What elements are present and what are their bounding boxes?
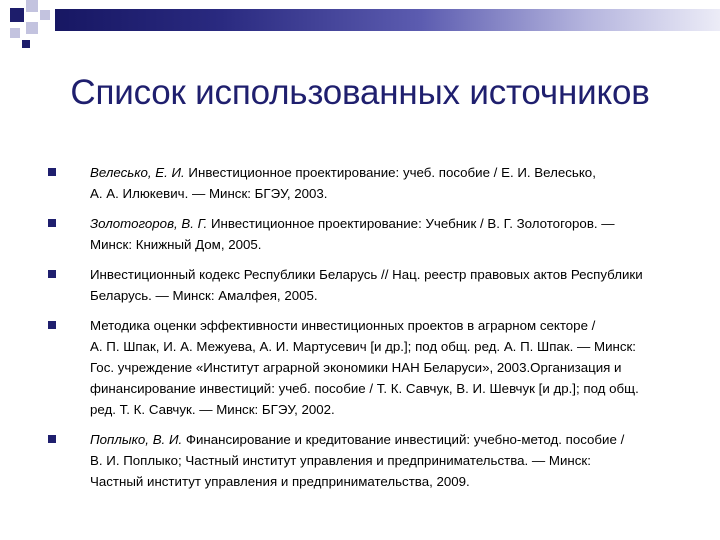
reference-item bbox=[48, 429, 688, 492]
reference-line-text: Частный институт управления и предпринимательства, 2009. bbox=[90, 474, 470, 489]
reference-item bbox=[48, 213, 688, 255]
reference-text bbox=[90, 213, 688, 255]
reference-author: Велесько, Е. И. bbox=[90, 165, 185, 180]
decor-square-navy bbox=[22, 40, 30, 48]
reference-line-text: Гос. учреждение «Институт аграрной экономики НАН Беларуси», 2003.Организация и bbox=[90, 360, 622, 375]
reference-text bbox=[90, 429, 688, 492]
reference-line-text: Минск: Книжный Дом, 2005. bbox=[90, 237, 262, 252]
reference-line bbox=[90, 471, 688, 492]
reference-line bbox=[90, 183, 688, 204]
reference-text bbox=[90, 315, 688, 420]
reference-author: Поплыко, В. И. bbox=[90, 432, 183, 447]
reference-text bbox=[90, 162, 688, 204]
reference-line-text: финансирование инвестиций: учеб. пособие / Т. К. Савчук, В. И. Шевчук [и др.]; под общ. bbox=[90, 381, 639, 396]
square-bullet-icon bbox=[48, 321, 56, 329]
reference-line bbox=[90, 378, 688, 399]
square-bullet-icon bbox=[48, 435, 56, 443]
reference-line bbox=[90, 357, 688, 378]
header-gradient-bar bbox=[55, 9, 720, 31]
reference-line bbox=[90, 399, 688, 420]
reference-item bbox=[48, 315, 688, 420]
slide-title: Список использованных источников bbox=[70, 73, 650, 112]
square-bullet-icon bbox=[48, 168, 56, 176]
reference-line bbox=[90, 450, 688, 471]
reference-line-text: ред. Т. К. Савчук. — Минск: БГЭУ, 2002. bbox=[90, 402, 335, 417]
reference-list bbox=[48, 162, 688, 501]
reference-line bbox=[90, 336, 688, 357]
reference-line bbox=[90, 429, 688, 450]
reference-text bbox=[90, 264, 688, 306]
reference-line bbox=[90, 264, 688, 285]
reference-line-text: А. П. Шпак, И. А. Межуева, А. И. Мартусевич [и др.]; под общ. ред. А. П. Шпак. — Минск: bbox=[90, 339, 637, 354]
decor-square-light bbox=[10, 28, 20, 38]
reference-line-text: Финансирование и кредитование инвестиций: учебно-метод. пособие / bbox=[182, 432, 625, 447]
decor-square-light bbox=[40, 10, 50, 20]
square-bullet-icon bbox=[48, 270, 56, 278]
square-bullet-icon bbox=[48, 219, 56, 227]
reference-item bbox=[48, 264, 688, 306]
reference-line-text: А. А. Илюкевич. — Минск: БГЭУ, 2003. bbox=[90, 186, 328, 201]
decor-square-navy bbox=[10, 8, 24, 22]
reference-item bbox=[48, 162, 688, 204]
reference-line bbox=[90, 285, 688, 306]
reference-line-text: Беларусь. — Минск: Амалфея, 2005. bbox=[90, 288, 318, 303]
reference-line bbox=[90, 315, 688, 336]
reference-line-text: Инвестиционное проектирование: учеб. пособие / Е. И. Велесько, bbox=[184, 165, 596, 180]
decor-square-light bbox=[26, 0, 38, 12]
reference-author: Золотогоров, В. Г. bbox=[90, 216, 208, 231]
reference-line bbox=[90, 213, 688, 234]
reference-line-text: В. И. Поплыко; Частный институт управления и предпринимательства. — Минск: bbox=[90, 453, 591, 468]
reference-line bbox=[90, 234, 688, 255]
reference-line-text: Инвестиционный кодекс Республики Беларусь // Нац. реестр правовых актов Республики bbox=[90, 267, 643, 282]
reference-line-text: Инвестиционное проектирование: Учебник / В. Г. Золотогоров. — bbox=[207, 216, 615, 231]
reference-line bbox=[90, 162, 688, 183]
decor-square-light bbox=[26, 22, 38, 34]
reference-line-text: Методика оценки эффективности инвестиционных проектов в аграрном секторе / bbox=[90, 318, 596, 333]
